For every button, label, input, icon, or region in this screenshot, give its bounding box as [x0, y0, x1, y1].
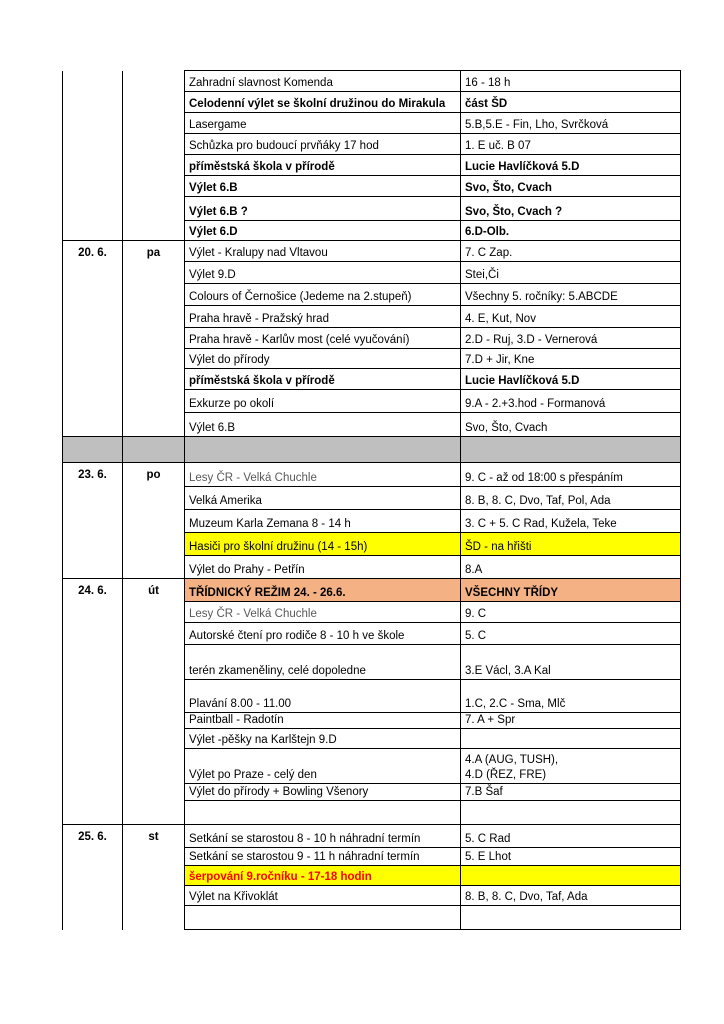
- event-name: Paintball - Radotín: [189, 714, 284, 726]
- event-name: Výlet 9.D: [189, 269, 236, 281]
- participants-cell: 7.D + Jir, Kne: [461, 349, 681, 369]
- participants-cell: 1. E uč. B 07: [461, 134, 681, 155]
- event-name: Lasergame: [189, 119, 247, 131]
- event-cell: [185, 680, 461, 713]
- event-cell: [185, 579, 461, 602]
- event-cell: [185, 866, 461, 886]
- event-name: Lesy ČR - Velká Chuchle: [189, 608, 317, 620]
- event-name: Výlet -pěšky na Karlštejn 9.D: [189, 734, 337, 746]
- event-cell: [185, 556, 461, 579]
- event-name: Colours of Černošice (Jedeme na 2.stupeň): [189, 291, 412, 303]
- event-cell: [185, 848, 461, 866]
- day-cell: út: [123, 579, 185, 825]
- event-name: Praha hravě - Karlův most (celé vyučování): [189, 334, 410, 346]
- schedule-row: [63, 463, 681, 487]
- event-cell: [185, 390, 461, 413]
- event-name: Zahradní slavnost Komenda: [189, 77, 333, 89]
- event-name: Výlet 6.B ?: [189, 206, 248, 218]
- event-cell: [185, 197, 461, 221]
- event-cell: [185, 369, 461, 390]
- event-name: Výlet do přírody + Bowling Všenory: [189, 786, 369, 798]
- event-cell: [185, 306, 461, 328]
- participants-cell: [461, 866, 681, 886]
- date-cell: 20. 6.: [63, 241, 123, 437]
- participants-cell: ŠD - na hřišti: [461, 533, 681, 556]
- schedule-row: [63, 825, 681, 848]
- participants-cell: Svo, Što, Cvach: [461, 176, 681, 197]
- participants-cell: 5.B,5.E - Fin, Lho, Svrčková: [461, 113, 681, 134]
- participants-cell: 2.D - Ruj, 3.D - Vernerová: [461, 328, 681, 349]
- event-cell: [185, 784, 461, 801]
- participants-cell: 3. C + 5. C Rad, Kužela, Teke: [461, 510, 681, 533]
- event-cell: [185, 729, 461, 749]
- participants-cell: 4. E, Kut, Nov: [461, 306, 681, 328]
- event-cell: [185, 825, 461, 848]
- event-cell: [185, 413, 461, 437]
- event-name: příměstská škola v přírodě: [189, 161, 335, 173]
- event-name: Výlet na Křivoklát: [189, 891, 278, 903]
- event-name: Muzeum Karla Zemana 8 - 14 h: [189, 518, 351, 530]
- day-cell: [123, 71, 185, 241]
- event-name: Celodenní výlet se školní družinou do Mirakula: [189, 98, 446, 110]
- event-cell: [185, 602, 461, 623]
- event-cell: [185, 113, 461, 134]
- event-name: terén zkameněliny, celé dopoledne: [189, 665, 366, 677]
- participants-line: 4.A (AUG, TUSH),: [465, 754, 559, 766]
- separator-row: [63, 437, 681, 463]
- participants-cell: 7. A + Spr: [461, 713, 681, 729]
- participants-cell: [461, 729, 681, 749]
- event-cell: [185, 713, 461, 729]
- participants-cell: 8. B, 8. C, Dvo, Taf, Pol, Ada: [461, 487, 681, 510]
- participants-cell: [461, 801, 681, 825]
- event-cell: [185, 134, 461, 155]
- event-name: Praha hravě - Pražský hrad: [189, 313, 329, 325]
- event-cell: [185, 623, 461, 645]
- participants-cell: 5. E Lhot: [461, 848, 681, 866]
- separator-cell: [63, 437, 123, 463]
- event-cell: [185, 221, 461, 241]
- date-cell: 23. 6.: [63, 463, 123, 579]
- event-cell: [185, 241, 461, 262]
- participants-cell: 8. B, 8. C, Dvo, Taf, Ada: [461, 886, 681, 906]
- event-name: Setkání se starostou 8 - 10 h náhradní termín: [189, 833, 421, 845]
- participants-cell: 5. C Rad: [461, 825, 681, 848]
- participants-cell: 7. C Zap.: [461, 241, 681, 262]
- participants-cell: Lucie Havlíčková 5.D: [461, 369, 681, 390]
- event-name: Setkání se starostou 9 - 11 h náhradní termín: [189, 851, 420, 863]
- schedule-row: [63, 241, 681, 262]
- participants-cell: Svo, Što, Cvach: [461, 413, 681, 437]
- event-cell: [185, 886, 461, 906]
- event-name: Autorské čtení pro rodiče 8 - 10 h ve škole: [189, 630, 405, 642]
- participants-cell: 16 - 18 h: [461, 71, 681, 92]
- event-cell: [185, 328, 461, 349]
- participants-cell: Všechny 5. ročníky: 5.ABCDE: [461, 284, 681, 306]
- event-cell: [185, 749, 461, 784]
- schedule-row: [63, 71, 681, 92]
- event-name: Plavání 8.00 - 11.00: [189, 698, 292, 710]
- event-cell: [185, 906, 461, 930]
- event-cell: [185, 645, 461, 680]
- event-cell: [185, 284, 461, 306]
- event-cell: [185, 155, 461, 176]
- participants-cell: 5. C: [461, 623, 681, 645]
- event-name: Lesy ČR - Velká Chuchle: [189, 472, 317, 484]
- participants-cell: část ŠD: [461, 92, 681, 113]
- event-name: TŘÍDNICKÝ REŽIM 24. - 26.6.: [189, 587, 346, 599]
- event-name: příměstská škola v přírodě: [189, 375, 335, 387]
- event-name: Výlet po Praze - celý den: [189, 769, 317, 781]
- participants-cell: Svo, Što, Cvach ?: [461, 197, 681, 221]
- separator-cell: [123, 437, 185, 463]
- separator-cell: [185, 437, 461, 463]
- event-cell: [185, 533, 461, 556]
- event-name: Výlet 6.B: [189, 182, 238, 194]
- participants-cell: Lucie Havlíčková 5.D: [461, 155, 681, 176]
- event-name: Výlet 6.D: [189, 226, 238, 238]
- event-cell: [185, 801, 461, 825]
- event-cell: [185, 463, 461, 487]
- event-name: Schůzka pro budoucí prvňáky 17 hod: [189, 140, 379, 152]
- schedule-body: [63, 71, 681, 930]
- event-name: Výlet - Kralupy nad Vltavou: [189, 247, 328, 259]
- event-name: Hasiči pro školní družinu (14 - 15h): [189, 541, 368, 553]
- participants-cell: Stei,Či: [461, 262, 681, 284]
- day-cell: st: [123, 825, 185, 930]
- date-cell: 24. 6.: [63, 579, 123, 825]
- event-cell: [185, 176, 461, 197]
- participants-cell: 7.B Šaf: [461, 784, 681, 801]
- participants-cell: 6.D-Olb.: [461, 221, 681, 241]
- event-cell: [185, 92, 461, 113]
- participants-cell: [461, 906, 681, 930]
- event-cell: [185, 262, 461, 284]
- event-cell: [185, 510, 461, 533]
- event-cell: [185, 71, 461, 92]
- participants-cell: 9.A - 2.+3.hod - Formanová: [461, 390, 681, 413]
- schedule-table: [62, 70, 681, 930]
- participants-cell: VŠECHNY TŘÍDY: [461, 579, 681, 602]
- event-cell: [185, 349, 461, 369]
- participants-cell: 9. C - až od 18:00 s přespáním: [461, 463, 681, 487]
- day-cell: po: [123, 463, 185, 579]
- day-cell: pa: [123, 241, 185, 437]
- event-name: šerpování 9.ročníku - 17-18 hodin: [189, 871, 372, 883]
- participants-cell: 9. C: [461, 602, 681, 623]
- schedule-row: [63, 579, 681, 602]
- participants-line: 4.D (ŘEZ, FRE): [465, 769, 547, 781]
- event-name: Výlet do Prahy - Petřín: [189, 564, 305, 576]
- participants-cell: 3.E Václ, 3.A Kal: [461, 645, 681, 680]
- date-cell: 25. 6.: [63, 825, 123, 930]
- event-name: Výlet do přírody: [189, 354, 270, 366]
- participants-cell: 8.A: [461, 556, 681, 579]
- event-name: Velká Amerika: [189, 495, 262, 507]
- event-name: Exkurze po okolí: [189, 398, 275, 410]
- participants-cell: [461, 749, 681, 784]
- separator-cell: [461, 437, 681, 463]
- date-cell: [63, 71, 123, 241]
- event-cell: [185, 487, 461, 510]
- event-name: Výlet 6.B: [189, 422, 236, 434]
- participants-cell: 1.C, 2.C - Sma, Mlč: [461, 680, 681, 713]
